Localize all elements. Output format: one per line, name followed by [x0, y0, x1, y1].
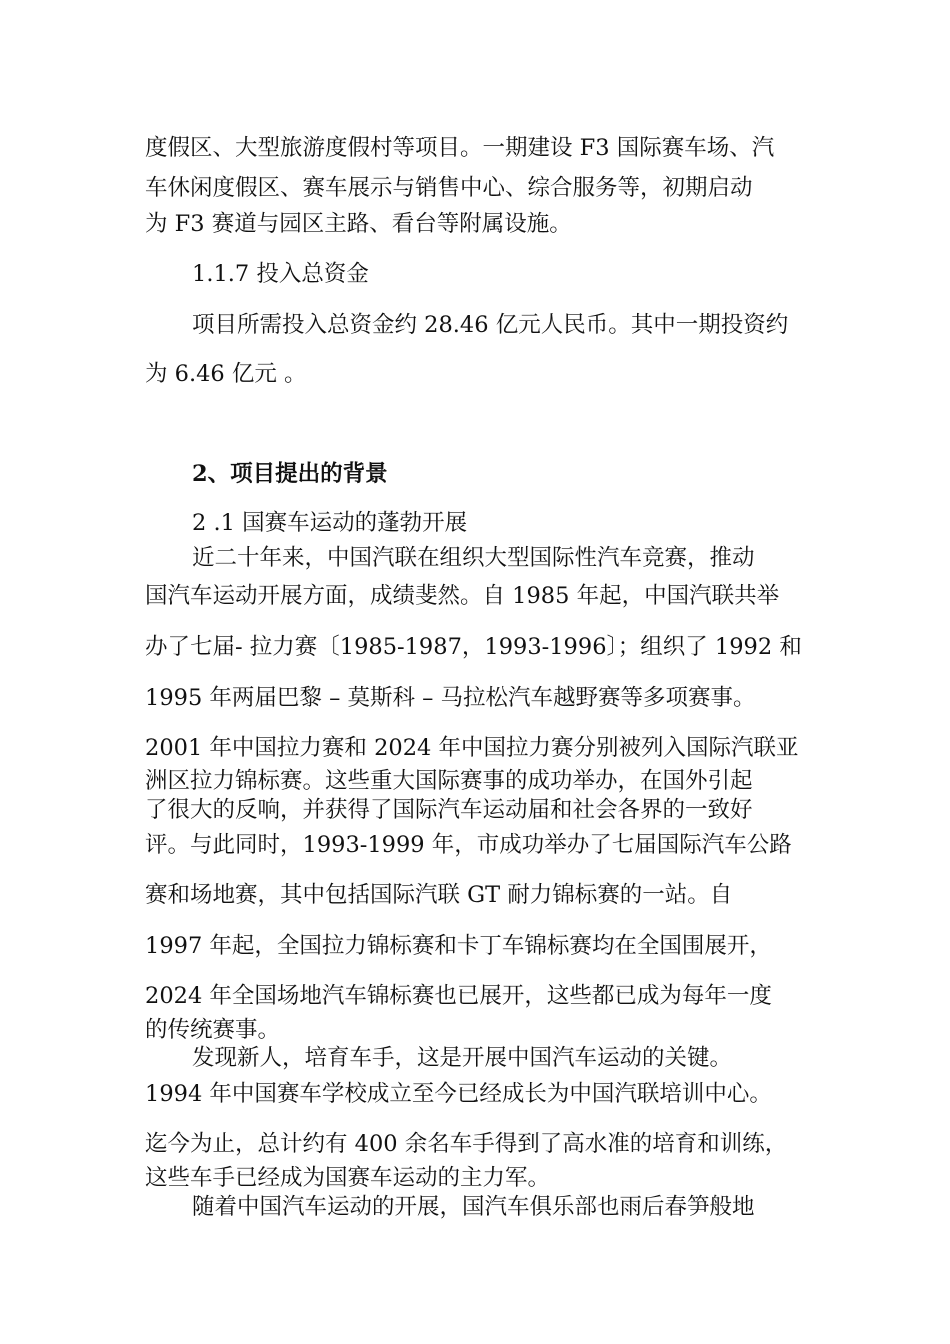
paragraph-line: 了很大的反响，并获得了国际汽车运动届和社会各界的一致好	[145, 797, 753, 823]
paragraph-line: 办了七届- 拉力赛〔1985-1987，1993-1996〕；组织了 1992 和	[145, 634, 802, 660]
paragraph-line: 赛和场地赛，其中包括国际汽联 GT 耐力锦标赛的一站。自	[145, 882, 733, 908]
paragraph-line: 项目所需投入总资金约 28.46 亿元人民币。其中一期投资约	[192, 312, 789, 338]
paragraph-line: 1994 年中国赛车学校成立至今已经成长为中国汽联培训中心。	[145, 1081, 772, 1107]
paragraph-line: 评。与此同时，1993-1999 年，市成功举办了七届国际汽车公路	[145, 832, 792, 858]
subsection-heading: 1.1.7 投入总资金	[192, 261, 369, 287]
paragraph-line: 2024 年全国场地汽车锦标赛也已展开，这些都已成为每年一度	[145, 983, 772, 1009]
paragraph-line: 这些车手已经成为国赛车运动的主力军。	[145, 1165, 551, 1191]
paragraph-line: 洲区拉力锦标赛。这些重大国际赛事的成功举办，在国外引起	[145, 768, 753, 794]
paragraph-line: 2001 年中国拉力赛和 2024 年中国拉力赛分别被列入国际汽联亚	[145, 735, 799, 761]
paragraph-line: 1995 年两届巴黎 – 莫斯科 – 马拉松汽车越野赛等多项赛事。	[145, 685, 756, 711]
subsection-heading: 2 .1 国赛车运动的蓬勃开展	[192, 510, 468, 536]
paragraph-line: 国汽车运动开展方面，成绩斐然。自 1985 年起，中国汽联共举	[145, 583, 780, 609]
paragraph-line: 随着中国汽车运动的开展，国汽车俱乐部也雨后春笋般地	[192, 1194, 755, 1220]
paragraph-line: 车休闲度假区、赛车展示与销售中心、综合服务等，初期启动	[145, 175, 753, 201]
paragraph-line: 近二十年来，中国汽联在组织大型国际性汽车竞赛，推动	[192, 545, 755, 571]
paragraph-line: 为 F3 赛道与园区主路、看台等附属设施。	[145, 211, 572, 237]
paragraph-line: 1997 年起，全国拉力锦标赛和卡丁车锦标赛均在全国围展开，	[145, 933, 772, 959]
paragraph-line: 度假区、大型旅游度假村等项目。一期建设 F3 国际赛车场、汽	[145, 135, 775, 161]
paragraph-line: 迄今为止，总计约有 400 余名车手得到了高水准的培育和训练，	[145, 1131, 788, 1157]
section-title: 2、项目提出的背景	[192, 461, 388, 487]
paragraph-line: 的传统赛事。	[145, 1017, 281, 1043]
paragraph-line: 为 6.46 亿元 。	[145, 361, 307, 387]
paragraph-line: 发现新人，培育车手，这是开展中国汽车运动的关键。	[192, 1045, 733, 1071]
